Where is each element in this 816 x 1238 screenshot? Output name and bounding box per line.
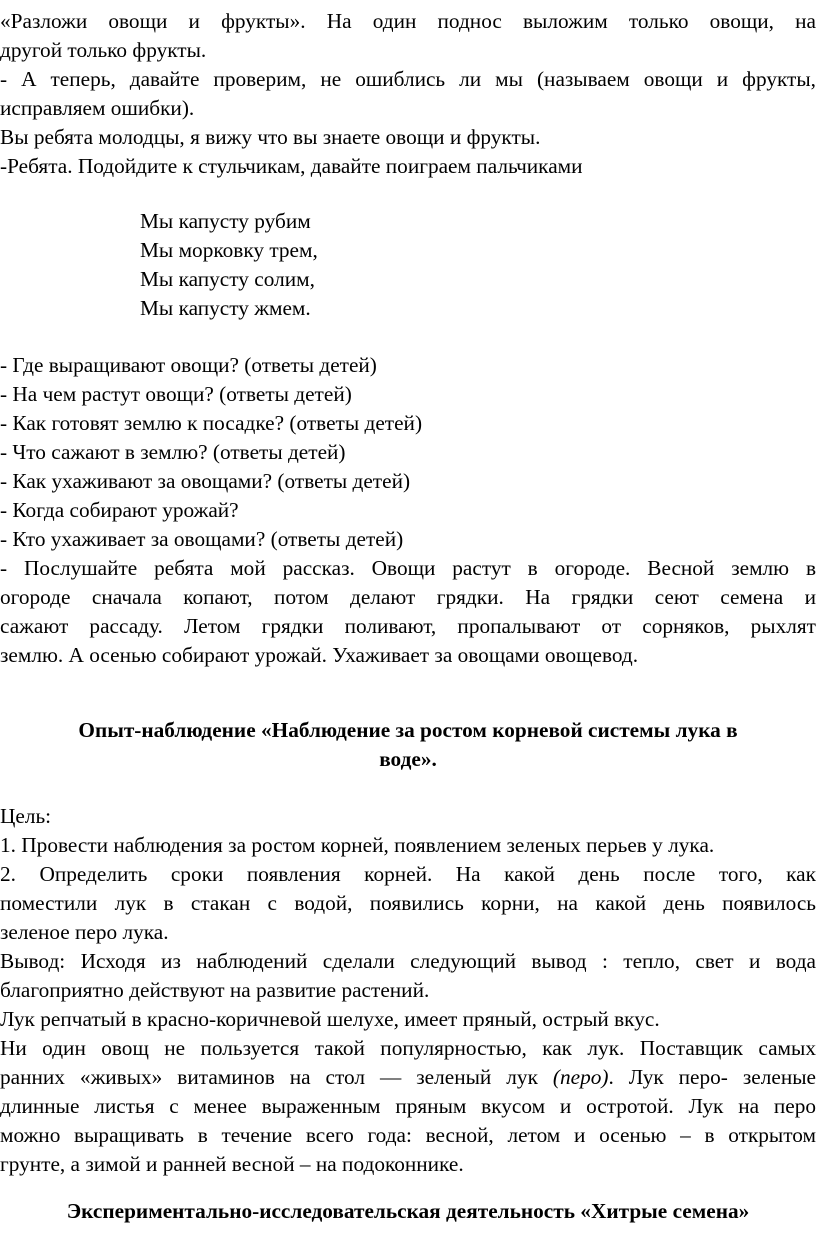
intro-line-2: другой только фрукты. xyxy=(0,38,207,62)
intro-line-1: «Разложи овощи и фрукты». На один поднос выложим только овощи, на xyxy=(0,9,816,33)
story-line-4: землю. А осенью собирают урожай. Ухаживает за овощами овощевод. xyxy=(0,643,639,667)
conclusion-line-5-italic: (перо) xyxy=(552,1065,609,1089)
question-6: - Когда собирают урожай? xyxy=(0,498,239,522)
conclusion-line-1: Вывод: Исходя из наблюдений сделали следующий вывод : тепло, свет и вода xyxy=(0,949,816,973)
poem-line-1: Мы капусту рубим xyxy=(140,209,311,233)
goal-item-2-line-1: 2. Определить сроки появления корней. На какой день после того, как xyxy=(0,862,816,886)
conclusion-line-2: благоприятно действуют на развитие растений. xyxy=(0,978,430,1002)
intro-line-4: исправляем ошибки). xyxy=(0,96,195,120)
poem-line-2: Мы морковку трем, xyxy=(140,238,318,262)
goal-item-1: 1. Провести наблюдения за ростом корней, появлением зеленых перьев у лука. xyxy=(0,833,715,857)
conclusion-line-5-start: ранних «живых» витаминов на стол — зеленый лук xyxy=(0,1065,553,1089)
poem-line-4: Мы капусту жмем. xyxy=(140,296,311,320)
goal-item-2-line-3: зеленое перо лука. xyxy=(0,920,169,944)
goal-item-2-line-2: поместили лук в стакан с водой, появились корни, на какой день появилось xyxy=(0,891,816,915)
question-5: - Как ухаживают за овощами? (ответы детей) xyxy=(0,469,411,493)
poem-line-3: Мы капусту солим, xyxy=(140,267,315,291)
story-line-1: - Послушайте ребята мой рассказ. Овощи растут в огороде. Весной землю в xyxy=(0,556,816,580)
conclusion-line-5-end: . Лук перо- зеленые xyxy=(608,1065,816,1089)
goal-label: Цель: xyxy=(0,804,52,828)
question-2: - На чем растут овощи? (ответы детей) xyxy=(0,382,352,406)
intro-line-5: Вы ребята молодцы, я вижу что вы знаете овощи и фрукты. xyxy=(0,125,541,149)
story-line-2: огороде сначала копают, потом делают грядки. На грядки сеют семена и xyxy=(0,585,816,609)
conclusion-line-3: Лук репчатый в красно-коричневой шелухе, имеет пряный, острый вкус. xyxy=(0,1007,660,1031)
conclusion-line-7: можно выращивать в течение всего года: весной, летом и осенью – в открытом xyxy=(0,1123,816,1147)
story-line-3: сажают рассаду. Летом грядки поливают, пропалывают от сорняков, рыхлят xyxy=(0,614,816,638)
conclusion-line-8: грунте, а зимой и ранней весной – на подоконнике. xyxy=(0,1152,464,1176)
intro-line-3: - А теперь, давайте проверим, не ошиблись ли мы (называем овощи и фрукты, xyxy=(0,67,816,91)
final-heading: Экспериментально-исследовательская деятельность «Хитрые семена» xyxy=(66,1199,750,1223)
conclusion-line-4: Ни один овощ не пользуется такой популярностью, как лук. Поставщик самых xyxy=(0,1036,816,1060)
question-7: - Кто ухаживает за овощами? (ответы детей) xyxy=(0,527,404,551)
conclusion-line-6: длинные листья с менее выраженным пряным вкусом и остротой. Лук на перо xyxy=(0,1094,816,1118)
experiment-heading-line-1: Опыт-наблюдение «Наблюдение за ростом корневой системы лука в xyxy=(78,718,738,742)
question-3: - Как готовят землю к посадке? (ответы детей) xyxy=(0,411,423,435)
intro-line-6: -Ребята. Подойдите к стульчикам, давайте поиграем пальчиками xyxy=(0,154,583,178)
experiment-heading-line-2: воде». xyxy=(379,747,437,771)
question-1: - Где выращивают овощи? (ответы детей) xyxy=(0,353,377,377)
question-4: - Что сажают в землю? (ответы детей) xyxy=(0,440,346,464)
conclusion-line-5 xyxy=(0,1063,816,1091)
